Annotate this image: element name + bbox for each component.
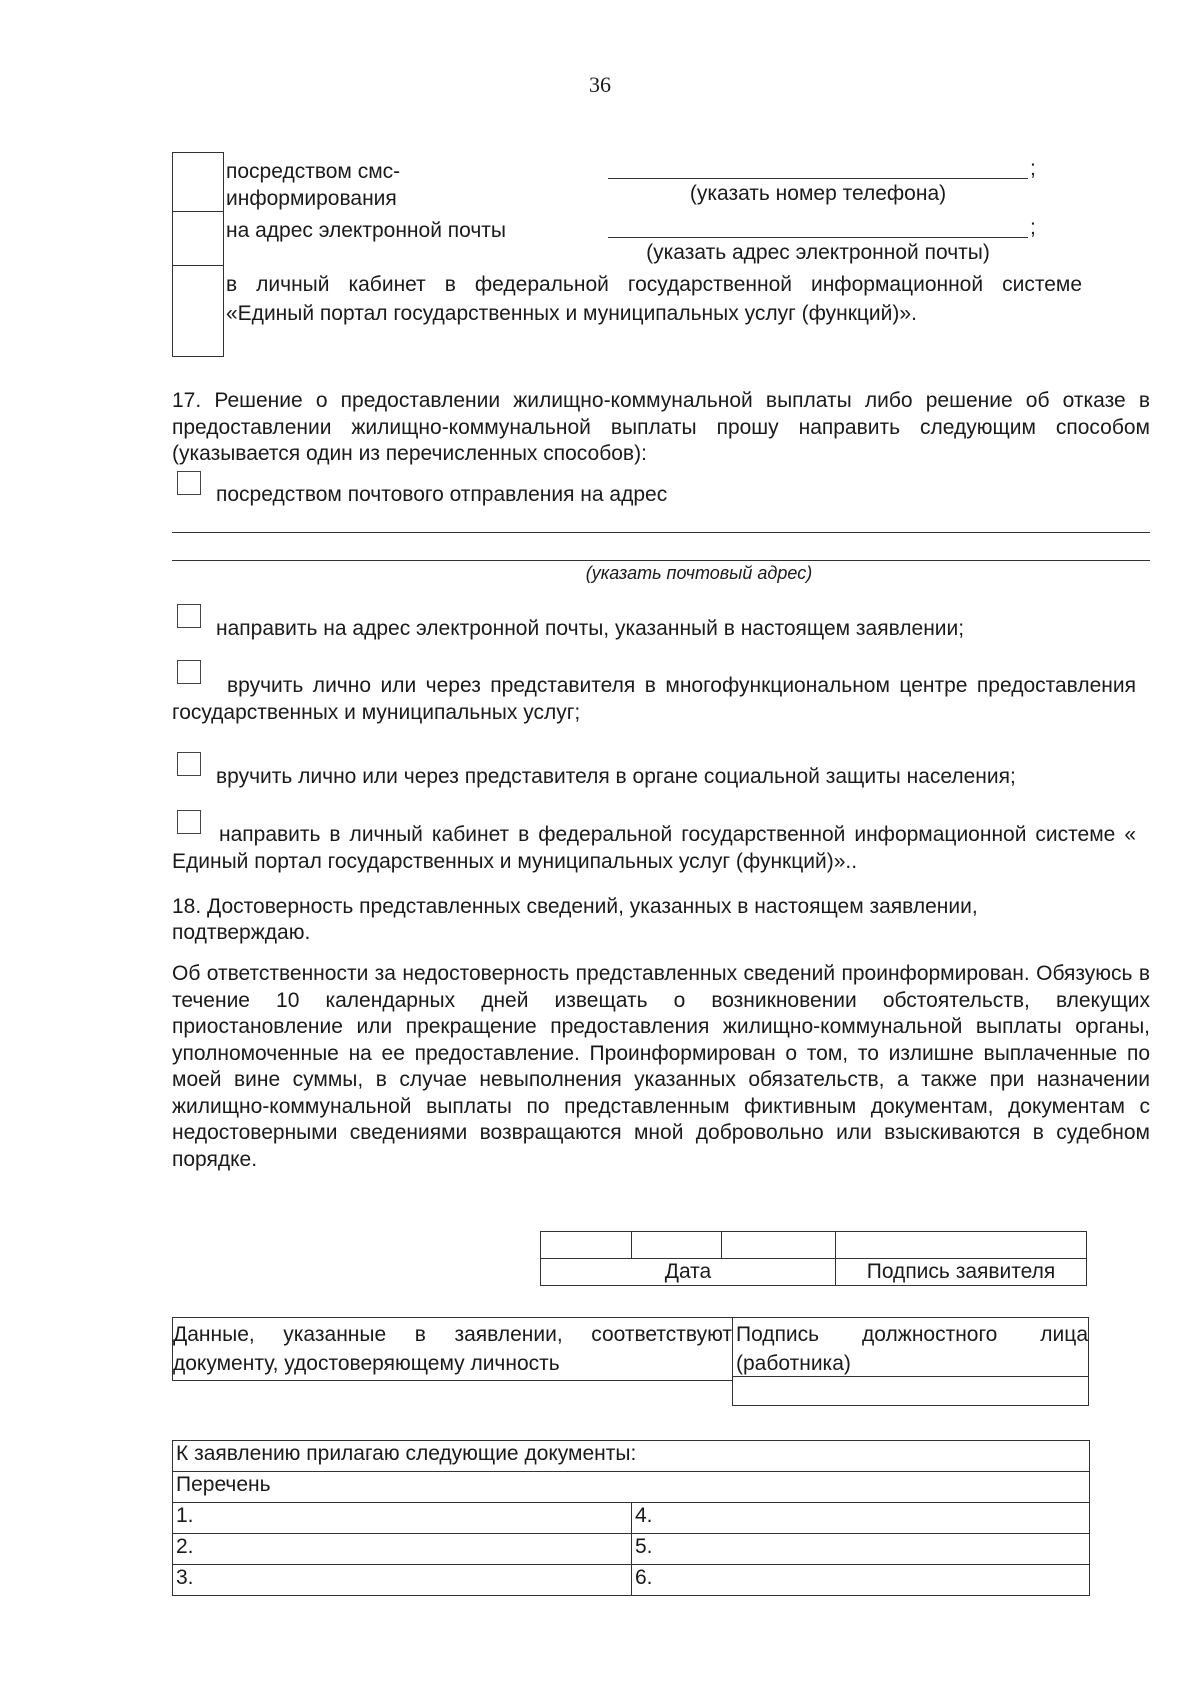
official-signature-field[interactable] [733, 1377, 1088, 1404]
postal-hint: (указать почтовый адрес) [585, 563, 813, 583]
date-month-cell[interactable] [632, 1232, 722, 1259]
attachments-list-label: Перечень [173, 1472, 1090, 1503]
option-social-checkbox[interactable] [177, 752, 201, 776]
attachment-row-right[interactable]: 4. [632, 1503, 1090, 1534]
email-hint: (указать адрес электронной почты) [646, 241, 990, 264]
date-day-cell[interactable] [541, 1232, 632, 1259]
attachment-row-left[interactable]: 1. [173, 1503, 632, 1534]
sms-terminator: ; [1030, 157, 1036, 180]
page-number: 36 [589, 72, 611, 97]
signature-cell[interactable] [836, 1232, 1087, 1259]
sms-checkbox[interactable] [172, 152, 224, 212]
email-checkbox[interactable] [172, 211, 224, 266]
cabinet-checkbox[interactable] [172, 265, 224, 357]
date-year-cell[interactable] [722, 1232, 836, 1259]
signature-table [540, 1231, 1087, 1286]
sms-label-line2: информирования [226, 187, 397, 210]
attachments-header: К заявлению прилагаю следующие документы: [173, 1441, 1090, 1472]
postal-address-line1[interactable] [172, 532, 1150, 533]
attachment-row-left[interactable]: 2. [173, 1534, 632, 1565]
date-label: Дата [541, 1259, 836, 1286]
option-cabinet-label: направить в личный кабинет в федеральной государственной информационной системе « Единый портал государственных и муниципальных услуг (функций)».. [172, 823, 1136, 873]
sms-label-line1: посредством смс- [226, 160, 401, 183]
responsibility-paragraph: Об ответственности за недостоверность представленных сведений проинформирован. Обязуюсь в течение 10 календарных дней извещать о возникновении обстоятельств, влекущих приостановление или прекращение предоставления жилищно-коммунальной выплаты органы, уполномоченные на ее предоставление. Проинформирован о том, то излишне выплаченные по моей вине суммы, в случае невыполнения указанных обязательств, а также при назначении жилищно-коммунальной выплаты по представленным фиктивным документам, документам с недостоверными сведениями возвращаются мной добровольно или взыскиваются в судебном порядке. [172, 962, 1150, 1171]
option-email-checkbox[interactable] [177, 604, 201, 628]
email-input-line[interactable] [608, 237, 1028, 238]
phone-hint: (указать номер телефона) [689, 182, 947, 205]
attachment-row-right[interactable]: 5. [632, 1534, 1090, 1565]
section18-line1: 18. Достоверность представленных сведений, указанных в настоящем заявлении, [172, 895, 978, 918]
attachments-table [172, 1440, 1090, 1596]
phone-input-line[interactable] [608, 178, 1028, 179]
section17-intro: 17. Решение о предоставлении жилищно-коммунальной выплаты либо решение об отказе в предоставлении жилищно-коммунальной выплаты прошу направить следующим способом (указывается один из перечисленных способов): [172, 389, 1150, 465]
attachment-row-left[interactable]: 3. [173, 1565, 632, 1596]
email-label: на адрес электронной почты [226, 219, 507, 242]
official-signature-label: Подпись должностного лица (работника) [733, 1318, 1088, 1377]
option-mfc-label: вручить лично или через представителя в многофункциональном центре предоставления государственных и муниципальных услуг; [172, 674, 1136, 724]
cabinet-label: в личный кабинет в федеральной государственной информационной системе «Единый портал государственных и муниципальных услуг (функций)». [226, 273, 1082, 325]
option-postal-label: посредством почтового отправления на адрес [216, 483, 668, 506]
verify-box [172, 1317, 732, 1381]
section18-line2: подтверждаю. [172, 921, 311, 944]
official-signature-box [732, 1317, 1089, 1406]
email-terminator: ; [1030, 216, 1036, 239]
attachment-row-right[interactable]: 6. [632, 1565, 1090, 1596]
postal-address-line2[interactable] [172, 560, 1150, 561]
option-email-label: направить на адрес электронной почты, указанный в настоящем заявлении; [216, 617, 965, 640]
verify-text: Данные, указанные в заявлении, соответствуют документу, удостоверяющему личность [173, 1323, 732, 1375]
option-postal-checkbox[interactable] [177, 471, 201, 495]
signature-label: Подпись заявителя [836, 1259, 1087, 1286]
option-social-label: вручить лично или через представителя в органе социальной защиты населения; [216, 765, 1016, 788]
